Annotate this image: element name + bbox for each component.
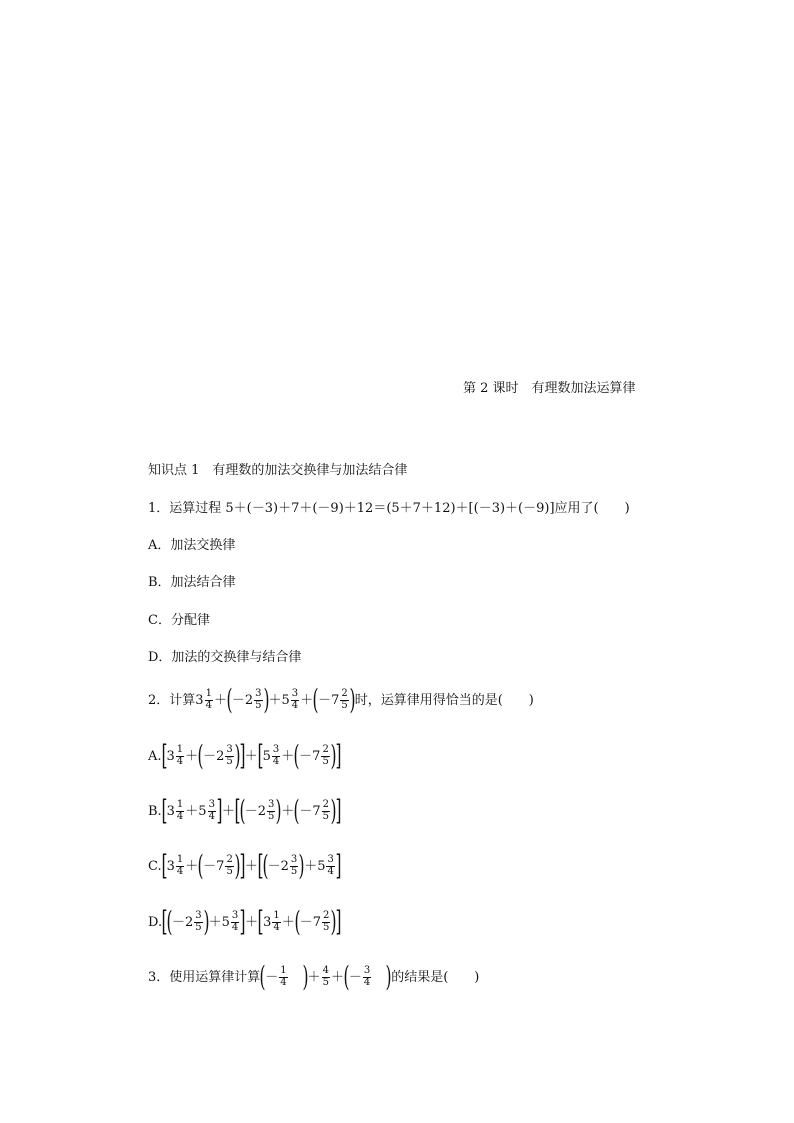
q1-option-a: A．加法交换律	[148, 538, 236, 553]
lesson-title: 第 2 课时 有理数加法运算律	[463, 381, 636, 396]
question-1-stem: 1．运算过程 5＋(－3)＋7＋(－9)＋12＝(5＋7＋12)＋[(－3)＋(－9)]应用了( )	[148, 501, 630, 516]
q1-option-d: D．加法的交换律与结合律	[148, 650, 302, 665]
q1-option-b: B．加法结合律	[148, 575, 236, 590]
question-2-stem: 2．计算3 $\frac{1}{4}$ ＋(－2 $\frac{3}{5}$ )＋5 $\frac{3}{4}$ ＋(－7 $\frac{2}{5}$ )时，运算律用得恰当的是( )	[148, 683, 534, 716]
section-title: 知识点 1 有理数的加法交换律与加法结合律	[148, 463, 408, 478]
q2-option-c: C.[3 $\frac{1}{4}$ ＋(－7 $\frac{2}{5}$ )]＋[(－2 $\frac{3}{5}$ )＋5 $\frac{3}{4}$ ]	[148, 849, 342, 882]
q2-option-b: B.[3 $\frac{1}{4}$ ＋5 $\frac{3}{4}$ ]＋[(－2 $\frac{3}{5}$ )＋(－7 $\frac{2}{5}$ )]	[148, 794, 342, 827]
question-3-stem: 3．使用运算律计算(－ $\frac{1}{4}$ )＋ $\frac{4}{5}$ ＋(－ $\frac{3}{4}$ )的结果是( )	[148, 960, 480, 993]
q2-option-a: A.[3 $\frac{1}{4}$ ＋(－2 $\frac{3}{5}$ )]＋[5 $\frac{3}{4}$ ＋(－7 $\frac{2}{5}$ )]	[148, 739, 342, 772]
q1-option-c: C．分配律	[148, 613, 210, 628]
q2-option-d: D.[(－2 $\frac{3}{5}$ )＋5 $\frac{3}{4}$ ]＋[3 $\frac{1}{4}$ ＋(－7 $\frac{2}{5}$ )]	[148, 905, 342, 938]
